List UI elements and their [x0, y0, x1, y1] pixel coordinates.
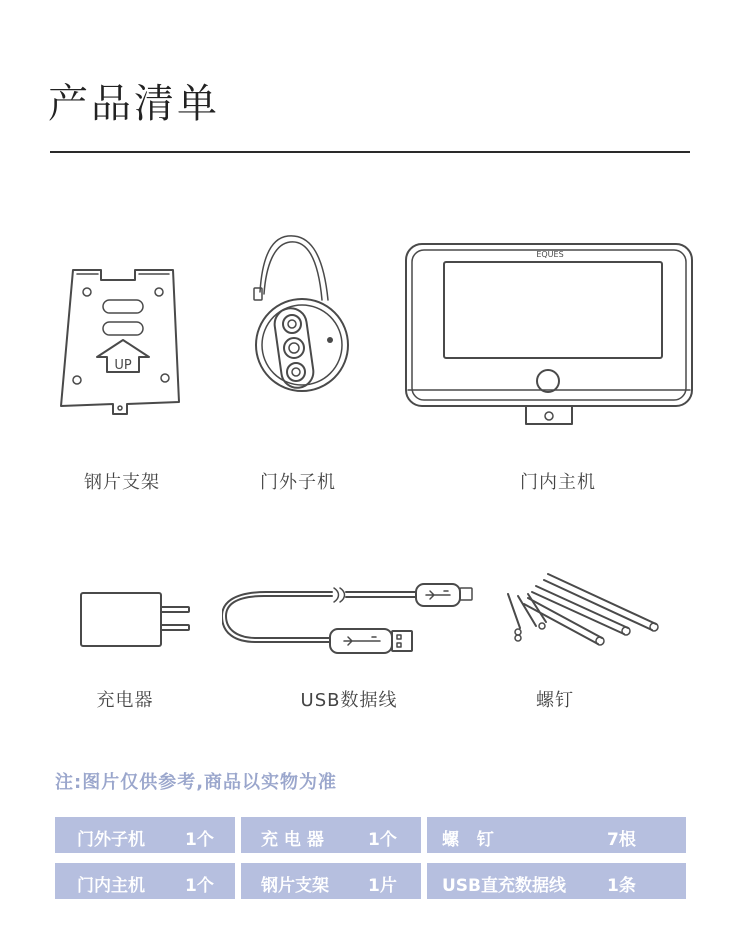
item-qty: 1个	[185, 876, 214, 896]
charger-image	[78, 590, 193, 650]
item-qty: 1条	[607, 876, 636, 896]
table-cell	[55, 863, 235, 899]
label-charger: 充电器	[96, 690, 154, 711]
steel-bracket-image	[55, 262, 190, 417]
outdoor-camera-image	[248, 230, 358, 405]
item-qty: 1个	[368, 830, 397, 850]
item-qty: 7根	[607, 830, 636, 850]
table-cell	[427, 863, 686, 899]
item-name: 充 电 器	[261, 830, 324, 850]
item-qty: 1片	[368, 876, 397, 896]
page-title: 产品清单	[48, 81, 220, 127]
disclaimer-note: 注:图片仅供参考,商品以实物为准	[55, 772, 338, 793]
label-screws: 螺钉	[536, 690, 574, 711]
usb-cable-image	[222, 578, 477, 658]
screws-image	[498, 568, 663, 653]
table-cell	[427, 817, 686, 853]
item-name: 门内主机	[77, 876, 145, 896]
label-indoor-monitor: 门内主机	[520, 472, 596, 493]
title-divider	[50, 151, 690, 153]
table-cell	[241, 817, 421, 853]
item-name: USB直充数据线	[442, 876, 567, 896]
item-qty: 1个	[185, 830, 214, 850]
label-outdoor-camera: 门外子机	[260, 472, 336, 493]
monitor-brand-text: EQUES	[536, 250, 564, 259]
item-name: 螺 钉	[442, 830, 494, 850]
bracket-up-text: UP	[114, 358, 132, 373]
label-usb-cable: USB数据线	[300, 690, 398, 711]
item-name: 钢片支架	[261, 876, 329, 896]
item-name: 门外子机	[77, 830, 145, 850]
indoor-monitor-image	[402, 240, 697, 430]
table-cell	[241, 863, 421, 899]
table-cell	[55, 817, 235, 853]
inventory-table	[55, 817, 686, 899]
label-steel-bracket: 钢片支架	[84, 472, 160, 493]
